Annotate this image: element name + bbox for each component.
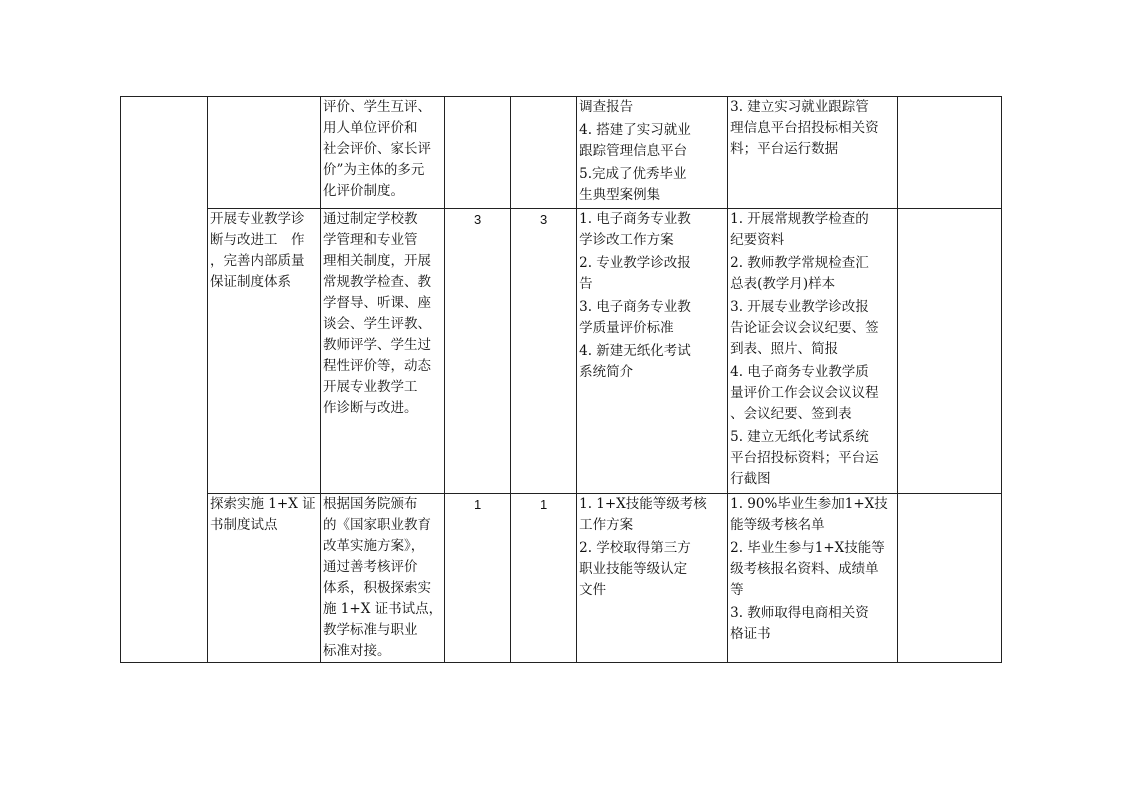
evidence-item: 2. 毕业生参与1+X技能等 级考核报名资料、成绩单 等 [730,540,885,598]
table-row [121,209,1002,494]
outcomes-cell [577,209,728,494]
evidence-cell [728,209,898,494]
measure-line: 化评价制度。 [323,183,404,199]
table-row [121,97,1002,209]
measure-line: 社会评价、家长评 [323,141,431,157]
outcome-item: 4. 搭建了实习就业 跟踪管理信息平台 [579,122,691,159]
evidence-item: 2. 教师教学常规检查汇 总表(教学月)样本 [730,255,869,292]
outcome-item: 3. 电子商务专业教 学质量评价标准 [579,299,691,336]
planned-count-cell: 3 [445,209,511,494]
measure-cell [321,97,445,209]
task-cell: 探索实施 1+X 证 书制度试点 [208,494,321,663]
outcome-item: 1. 电子商务专业教 学诊改工作方案 [579,211,691,248]
outcome-item: 4. 新建无纸化考试 系统简介 [579,343,691,380]
completed-count-cell [511,97,577,209]
planned-count-cell: 1 [445,494,511,663]
evidence-item: 3. 教师取得电商相关资 格证书 [730,605,869,642]
measure-line: 价”为主体的多元 [323,162,425,178]
measure-cell: 通过制定学校教 学管理和专业管 理相关制度，开展 常规教学检查、教 学督导、听课、座 谈会、学生评教、 教师评学、学生过 程性评价等，动态 开展专业教学工 作诊断与改进。 [321,209,445,494]
remark-cell [898,494,1002,663]
evidence-item: 1. 90%毕业生参加1+X技 能等级考核名单 [730,496,888,533]
evidence-item: 1. 开展常规教学检查的 纪要资料 [730,211,869,248]
outcomes-cell [577,494,728,663]
table-row [121,494,1002,663]
measure-line: 评价、学生互评、 [323,99,431,115]
measure-cell: 根据国务院颁布 的《国家职业教育 改革实施方案》， 通过善考核评价 体系，积极探索实 施 1+X 证书试点， 教学标准与职业 标准对接。 [321,494,445,663]
project-table [120,96,1002,663]
task-cell: 开展专业教学诊 断与改进工 作 ，完善内部质量 保证制度体系 [208,209,321,494]
evidence-cell [728,494,898,663]
completed-count-cell: 1 [511,494,577,663]
evidence-item: 4. 电子商务专业教学质 量评价工作会议会议议程 、会议纪要、签到表 [730,364,879,422]
remark-cell [898,209,1002,494]
outcomes-cell [577,97,728,209]
evidence-item: 3. 建立实习就业跟踪管 理信息平台招投标相关资 料；平台运行数据 [730,99,879,157]
planned-count-cell [445,97,511,209]
remark-cell [898,97,1002,209]
outcome-item: 1. 1+X技能等级考核 工作方案 [579,496,707,533]
completed-count-cell: 3 [511,209,577,494]
outcome-item: 5.完成了优秀毕业 生典型案例集 [579,166,687,203]
category-cell [121,97,208,663]
outcome-item: 调查报告 [579,99,634,115]
measure-line: 用人单位评价和 [323,120,418,136]
evidence-item: 3. 开展专业教学诊改报 告论证会议会议纪要、签 到表、照片、简报 [730,299,879,357]
evidence-cell [728,97,898,209]
task-cell [208,97,321,209]
outcome-item: 2. 学校取得第三方 职业技能等级认定 文件 [579,540,691,598]
outcome-item: 2. 专业教学诊改报 告 [579,255,691,292]
evidence-item: 5. 建立无纸化考试系统 平台招投标资料；平台运 行截图 [730,429,879,487]
